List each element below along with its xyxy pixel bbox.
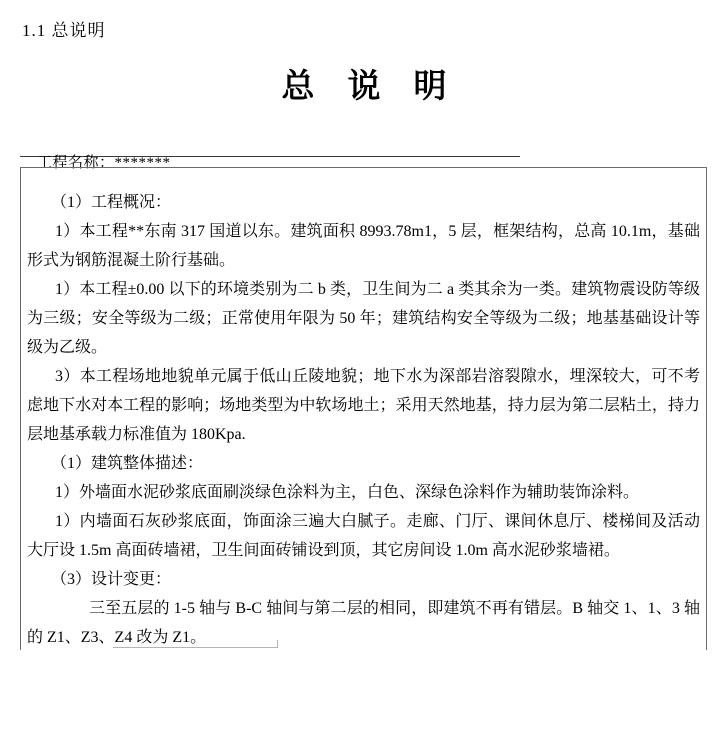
project-name-field (20, 134, 520, 171)
paragraph-environment-grades: 1）本工程±0.00 以下的环境类别为二 b 类，卫生间为二 a 类其余为一类。建筑物震设防等级为三级；安全等级为二级；正常使用年限为 50 年；建筑结构安全等级为二级；地基基础设计等级为乙级。 (27, 281, 700, 356)
paragraph-architecture-heading: （1）建筑整体描述： (51, 455, 204, 472)
paragraph-overview-heading: （1）工程概况： (51, 194, 172, 211)
table-cell-border-artifact (113, 640, 278, 648)
paragraph-exterior-walls: 1）外墙面水泥砂浆底面刷淡绿色涂料为主，白色、深绿色涂料作为辅助装饰涂料。 (55, 484, 640, 501)
project-name-label: 工程名称：******* (37, 155, 171, 171)
paragraph-interior-walls: 1）内墙面石灰砂浆底面，饰面涂三遍大白腻子。走廊、门厅、课间休息厅、楼梯间及活动大厅设 1.5m 高面砖墙裙，卫生间面砖铺设到顶，其它房间设 1.0m 高水泥砂浆墙裙。 (27, 513, 700, 559)
paragraph-design-change-heading: （3）设计变更： (51, 571, 172, 588)
section-heading: 1.1 总说明 (22, 21, 106, 40)
paragraph-building-summary: 1）本工程**东南 317 国道以东。建筑面积 8993.78m1，5 层，框架结构，总高 10.1m，基础形式为钢筋混凝土阶行基础。 (27, 223, 700, 269)
paragraph-site-geology: 3）本工程场地地貌单元属于低山丘陵地貌；地下水为深部岩溶裂隙水，埋深较大，可不考虑地下水对本工程的影响；场地类型为中软场地土；采用天然地基，持力层为第二层粘土，持力层地基承载力标准值为 180Kpa. (27, 368, 700, 443)
general-notes-box (20, 167, 707, 650)
paragraph-design-change-detail: 三至五层的 1-5 轴与 B-C 轴间与第二层的相同，即建筑不再有错层。B 轴交 1、1、3 轴的 Z1、Z3、Z4 改为 Z1。 (27, 600, 700, 646)
document-title: 总 说 明 (281, 69, 447, 105)
